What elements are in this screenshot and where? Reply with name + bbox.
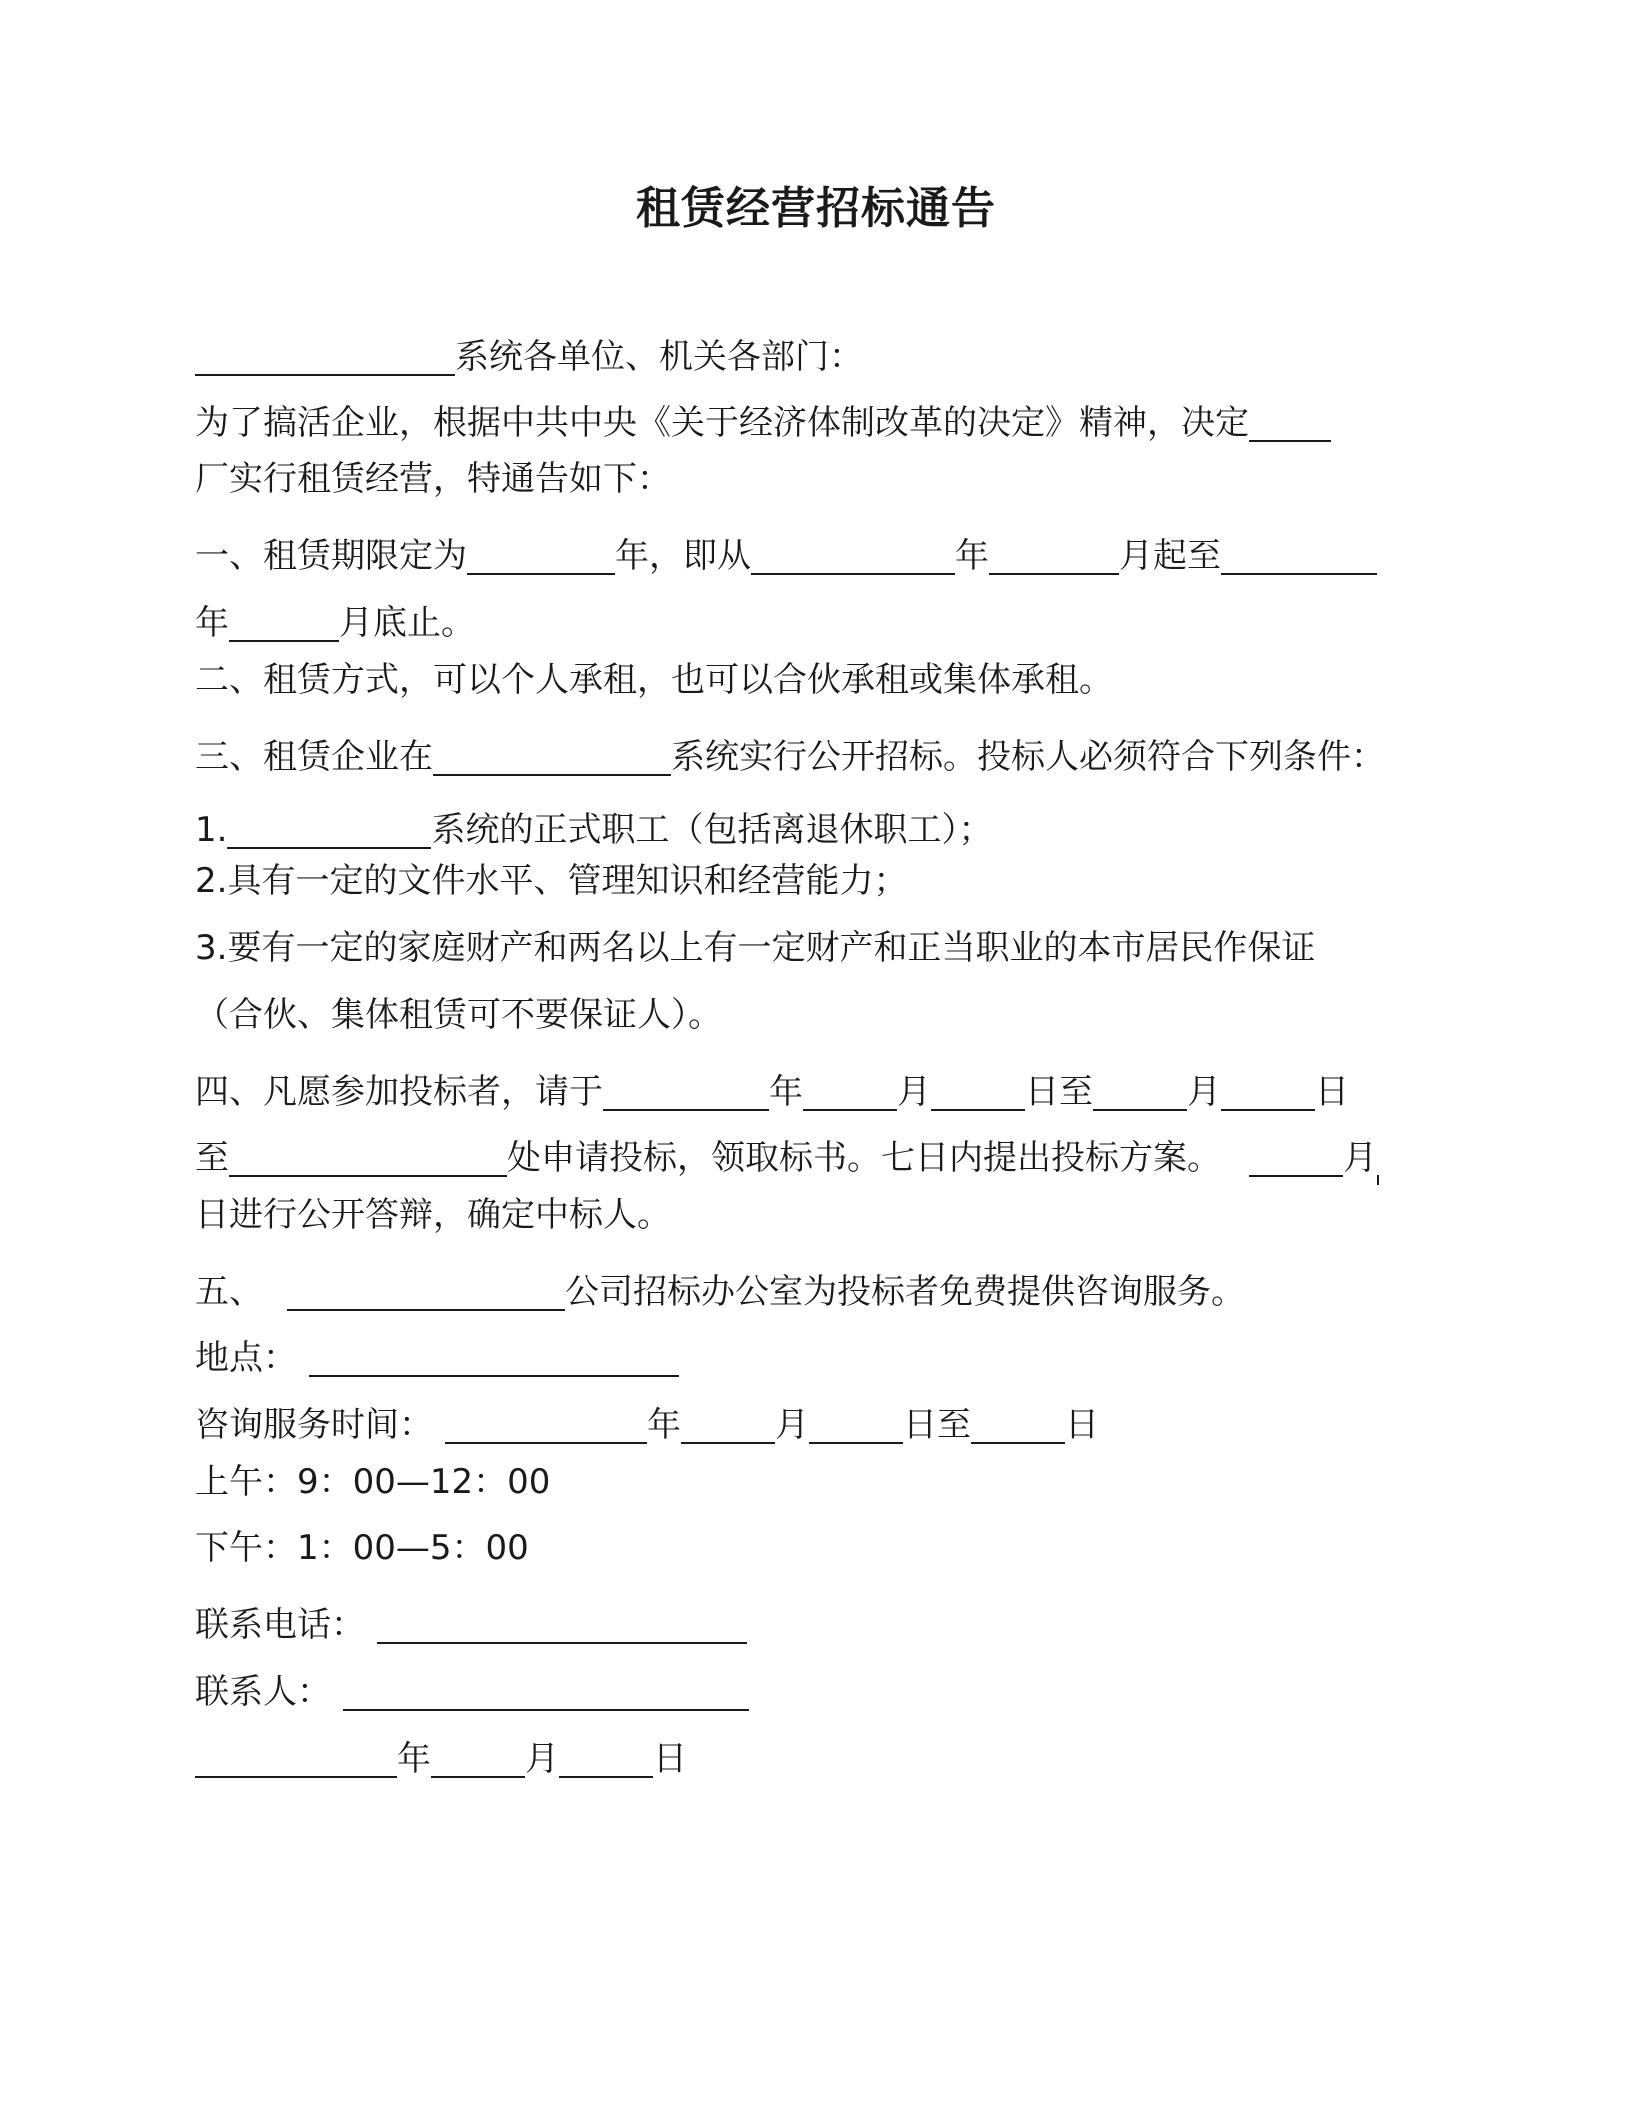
text: 为了搞活企业，根据中共中央《关于经济体制改革的决定》精神，决定: [195, 403, 1249, 443]
text: 3.要有一定的家庭财产和两名以上有一定财产和正当职业的本市居民作保证: [195, 928, 1316, 968]
morning-hours: [195, 1457, 550, 1507]
blank-field: [681, 1398, 775, 1444]
term-line-2: [195, 588, 475, 643]
text: 系统各单位、机关各部门：: [455, 337, 863, 377]
blank-field: [229, 1131, 507, 1177]
condition-2: [195, 856, 907, 906]
condition-3: [195, 923, 1315, 973]
blank-field: [1249, 1131, 1343, 1177]
application-line: [195, 1057, 1349, 1112]
text: 一、租赁期限定为: [195, 536, 467, 576]
term-line: [195, 521, 1377, 576]
text: 年: [955, 536, 989, 576]
intro-line-2: [195, 454, 671, 504]
blank-field: [803, 1065, 897, 1111]
text: 四、凡愿参加投标者，请于: [195, 1072, 603, 1112]
line-mark: [1377, 1175, 1379, 1185]
text: 日至: [1025, 1072, 1093, 1112]
text: 日进行公开答辩，确定中标人。: [195, 1195, 671, 1235]
text: 月: [1187, 1072, 1221, 1112]
text: 咨询服务时间：: [195, 1405, 433, 1445]
text: 公司招标办公室为投标者免费提供咨询服务。: [565, 1272, 1245, 1312]
method-line: [195, 655, 1113, 705]
text: 月: [525, 1739, 559, 1779]
condition-3-cont: [195, 990, 722, 1040]
blank-field: [309, 1331, 679, 1377]
application-line-3: [195, 1190, 671, 1240]
phone-line: [195, 1590, 747, 1645]
blank-field: [343, 1665, 749, 1711]
intro-line: [195, 388, 1331, 443]
text: 年，即从: [615, 536, 751, 576]
text: 联系电话：: [195, 1605, 365, 1645]
text: 日: [1315, 1072, 1349, 1112]
blank-field: [433, 730, 671, 776]
text: 月底止。: [339, 603, 475, 643]
text: 年: [195, 603, 229, 643]
condition-1: [195, 795, 993, 850]
blank-field: [467, 529, 615, 575]
blank-field: [445, 1398, 647, 1444]
location-line: [195, 1323, 679, 1378]
text: 月: [897, 1072, 931, 1112]
text: 日: [1065, 1405, 1099, 1445]
application-line-2: [195, 1123, 1379, 1178]
blank-field: [559, 1732, 653, 1778]
text: 月起至: [1119, 536, 1221, 576]
blank-field: [227, 803, 431, 849]
text: 系统实行公开招标。投标人必须符合下列条件：: [671, 737, 1385, 777]
service-time-line: [195, 1390, 1099, 1445]
text: 日至: [903, 1405, 971, 1445]
blank-field: [1093, 1065, 1187, 1111]
blank-field: [287, 1265, 565, 1311]
text: 地点：: [195, 1338, 297, 1378]
text: 年: [647, 1405, 681, 1445]
addressee-line: [195, 322, 863, 377]
text: 日: [653, 1739, 687, 1779]
text: 五、: [195, 1272, 263, 1312]
blank-field: [1249, 396, 1331, 442]
document-title: 租赁经营招标通告: [636, 183, 996, 234]
text: 至: [195, 1138, 229, 1178]
text: 月: [1343, 1138, 1377, 1178]
text: 处申请投标，领取标书。七日内提出投标方案。: [507, 1138, 1221, 1178]
text: 二、租赁方式，可以个人承租，也可以合伙承租或集体承租。: [195, 660, 1113, 700]
date-line: [195, 1724, 687, 1779]
blank-field: [1221, 529, 1377, 575]
blank-field: [195, 330, 455, 376]
blank-field: [431, 1732, 525, 1778]
blank-field: [195, 1732, 397, 1778]
text: 年: [769, 1072, 803, 1112]
blank-field: [989, 529, 1119, 575]
blank-field: [751, 529, 955, 575]
blank-field: [931, 1065, 1025, 1111]
text: 下午：1：00—5：00: [195, 1528, 529, 1568]
blank-field: [1221, 1065, 1315, 1111]
consulting-line: [195, 1257, 1245, 1312]
contact-line: [195, 1657, 749, 1712]
text: 1.: [195, 810, 228, 850]
text: 厂实行租赁经营，特通告如下：: [195, 459, 671, 499]
blank-field: [603, 1065, 769, 1111]
text: 月: [775, 1405, 809, 1445]
blank-field: [377, 1598, 747, 1644]
blank-field: [971, 1398, 1065, 1444]
text: 系统的正式职工（包括离退休职工）；: [431, 810, 993, 850]
text: 2.具有一定的文件水平、管理知识和经营能力；: [195, 861, 908, 901]
text: 上午：9：00—12：00: [195, 1462, 551, 1502]
conditions-line: [195, 722, 1385, 777]
text: 年: [397, 1739, 431, 1779]
afternoon-hours: [195, 1523, 529, 1573]
text: 三、租赁企业在: [195, 737, 433, 777]
text: （合伙、集体租赁可不要保证人）。: [195, 995, 722, 1035]
blank-field: [809, 1398, 903, 1444]
text: 联系人：: [195, 1672, 331, 1712]
blank-field: [229, 596, 339, 642]
